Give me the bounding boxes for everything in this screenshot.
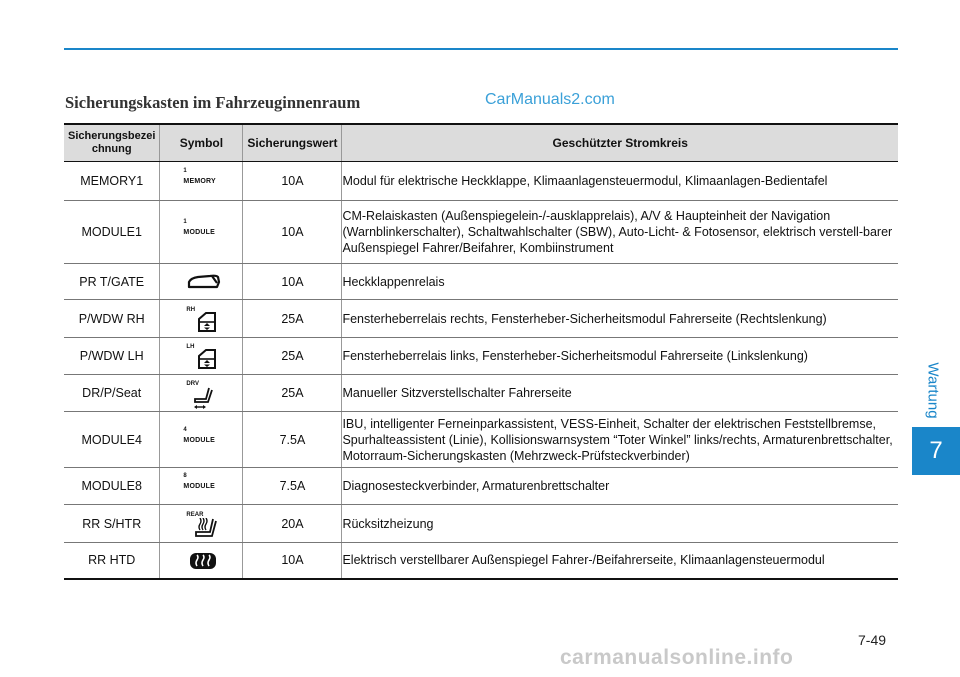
fuse-rating: 25A [243,300,342,338]
fuse-name: RR S/HTR [64,505,160,543]
watermark-bottom: carmanualsonline.info [560,646,794,669]
fuse-symbol-cell [160,300,243,338]
fuse-rating: 25A [243,375,342,412]
table-row [64,201,898,264]
power-window-lh-icon [182,343,242,369]
fuse-rating: 10A [243,543,342,579]
driver-seat-icon [182,380,242,406]
fuse-symbol-cell [160,338,243,375]
symbol-tag: DRV [186,381,199,387]
fuse-name: RR HTD [64,543,160,579]
table-row [64,505,898,543]
rear-defroster-icon [182,547,242,573]
protected-circuit: Rücksitzheizung [342,505,898,543]
protected-circuit: Diagnosesteckverbinder, Armaturenbrettschalter [342,468,898,505]
symbol-tag: RH [186,306,196,313]
module-text-icon [182,473,242,499]
fuse-name: PR T/GATE [64,264,160,300]
section-title: Sicherungskasten im Fahrzeuginnenraum [65,93,361,112]
table-row [64,338,898,375]
header-fuse-name: Sicherungsbezei chnung [64,124,160,162]
symbol-number: 8 [183,473,187,479]
symbol-number: 4 [183,426,187,433]
chapter-tab[interactable]: 7 [912,427,960,475]
top-rule [64,48,898,50]
symbol-number: 1 [183,168,187,174]
fuse-name: MODULE4 [64,412,160,468]
protected-circuit: Fensterheberrelais links, Fensterheber-Sicherheitsmodul Fahrerseite (Linkslenkung) [342,338,898,375]
table-row [64,412,898,468]
header-circuit: Geschützter Stromkreis [342,124,898,162]
fuse-symbol-cell [160,264,243,300]
fuse-rating: 10A [243,201,342,264]
table-row [64,543,898,579]
fuse-name: DR/P/Seat [64,375,160,412]
symbol-word: MODULE [183,436,215,444]
side-chapter-label-text: Wartung [924,361,942,419]
table-row [64,300,898,338]
fuse-rating: 7.5A [243,412,342,468]
fuse-symbol-cell [160,375,243,412]
fuse-symbol-cell [160,468,243,505]
fuse-name: P/WDW RH [64,300,160,338]
protected-circuit: IBU, intelligenter Ferneinparkassistent, VESS-Einheit, Schalter der elektrischen Feststellbremse, Spurhalteassistent (Linie), Kollisionswarnsystem “Toter Winkel” links/rechts, Armaturenbrettschalter, Motorraum-Sicherungskasten (Mehrzweck-Prüfsteckverbinder) [342,412,898,468]
watermark-top: CarManuals2.com [485,91,615,108]
table-row [64,375,898,412]
symbol-tag: REAR [186,511,204,518]
fuse-symbol-cell [160,543,243,579]
fuse-rating: 20A [243,505,342,543]
fuse-name: MEMORY1 [64,162,160,201]
table-row [64,264,898,300]
fuse-rating: 10A [243,264,342,300]
tailgate-icon [182,269,242,295]
memory-text-icon [182,168,242,194]
fuse-symbol-cell [160,412,243,468]
symbol-word: MEMORY [183,178,216,185]
table-row [64,468,898,505]
table-header-row [64,124,898,162]
header-symbol: Symbol [160,124,243,162]
side-chapter-label [918,360,948,420]
fuse-rating: 7.5A [243,468,342,505]
rear-seat-heater-icon [182,511,242,537]
protected-circuit: Modul für elektrische Heckklappe, Klimaanlagensteuermodul, Klimaanlagen-Bedientafel [342,162,898,201]
power-window-rh-icon [182,306,242,332]
module-text-icon [182,427,242,453]
fuse-rating: 10A [243,162,342,201]
fuse-name: MODULE1 [64,201,160,264]
fuse-name: P/WDW LH [64,338,160,375]
symbol-word: MODULE [183,483,215,490]
protected-circuit: CM-Relaiskasten (Außenspiegelein-/-ausklapprelais), A/V & Haupteinheit der Navigation (Warnblinkerschalter), Schaltwahlschalter (SBW), Auto-Licht- & Fotosensor, elektrisch verstell-barer Außenspiegel Fahrer/Beifahrer, Kombiinstrument [342,201,898,264]
symbol-tag: LH [186,344,195,350]
fuse-name: MODULE8 [64,468,160,505]
module-text-icon [182,219,242,245]
fuse-table [64,123,898,580]
fuse-symbol-cell [160,201,243,264]
symbol-word: MODULE [183,229,215,236]
protected-circuit: Heckklappenrelais [342,264,898,300]
protected-circuit: Elektrisch verstellbarer Außenspiegel Fahrer-/Beifahrerseite, Klimaanlagensteuermodul [342,543,898,579]
fuse-symbol-cell [160,162,243,201]
table-row [64,162,898,201]
protected-circuit: Manueller Sitzverstellschalter Fahrerseite [342,375,898,412]
header-rating: Sicherungswert [243,124,342,162]
protected-circuit: Fensterheberrelais rechts, Fensterheber-Sicherheitsmodul Fahrerseite (Rechtslenkung) [342,300,898,338]
symbol-number: 1 [183,219,187,225]
page-number: 7-49 [858,632,887,648]
fuse-rating: 25A [243,338,342,375]
fuse-symbol-cell [160,505,243,543]
